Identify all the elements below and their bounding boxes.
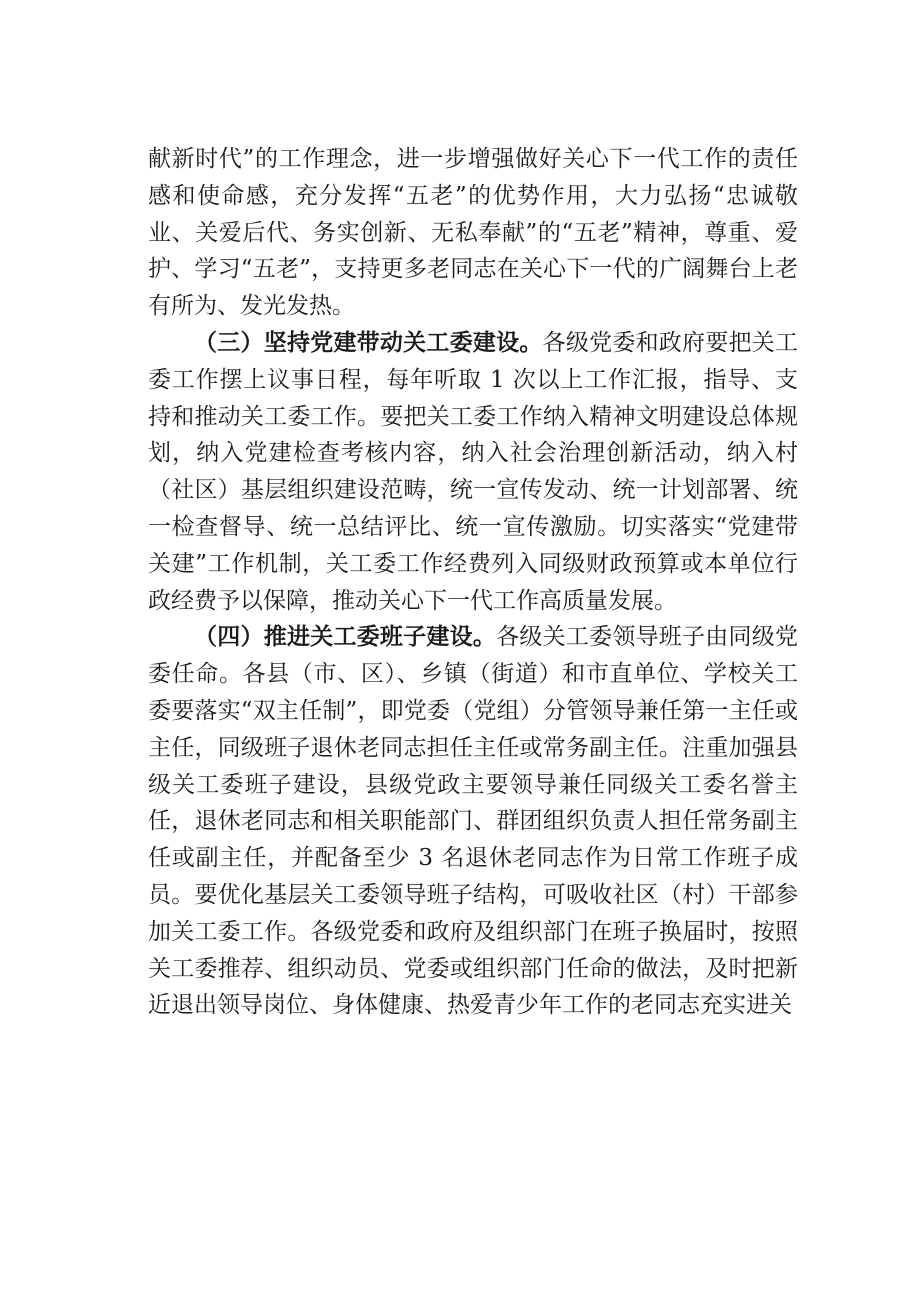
document-page	[148, 141, 798, 1024]
section-heading: （四）推进关工委班子建设。	[194, 623, 497, 651]
paragraph-continuation	[148, 141, 798, 325]
paragraph-text: 各级关工委领导班子由同级党委任命。各县（市、区）、乡镇（街道）和市直单位、学校关工委要落实“双主任制”，即党委（党组）分管领导兼任第一主任或主任，同级班子退休老同志担任主任或常务副主任。注重加强县级关工委班子建设，县级党政主要领导兼任同级关工委名誉主任，退休老同志和相关职能部门、群团组织负责人担任常务副主任或副主任，并配备至少 3 名退休老同志作为日常工作班子成员。要优化基层关工委领导班子结构，可吸收社区（村）干部参加关工委工作。各级党委和政府及组织部门在班子换届时，按照关工委推荐、组织动员、党委或组织部门任命的做法，及时把新近退出领导岗位、身体健康、热爱青少年工作的老同志充实进关	[148, 624, 799, 1019]
paragraph-text: 献新时代”的工作理念，进一步增强做好关心下一代工作的责任感和使命感，充分发挥“五老”的优势作用，大力弘扬“忠诚敬业、关爱后代、务实创新、无私奉献”的“五老”精神，尊重、爱护、学习“五老”，支持更多老同志在关心下一代的广阔舞台上老有所为、发光发热。	[148, 146, 798, 320]
paragraph-text: 各级党委和政府要把关工委工作摆上议事日程，每年听取 1 次以上工作汇报，指导、支持和推动关工委工作。要把关工委工作纳入精神文明建设总体规划，纳入党建检查考核内容，纳入社会治理创新活动，纳入村（社区）基层组织建设范畴，统一宣传发动、统一计划部署、统一检查督导、统一总结评比、统一宣传激励。切实落实“党建带关建”工作机制，关工委工作经费列入同级财政预算或本单位行政经费予以保障，推动关心下一代工作高质量发展。	[148, 329, 799, 614]
paragraph-section-three	[148, 325, 798, 619]
section-heading: （三）坚持党建带动关工委建设。	[194, 328, 543, 356]
paragraph-section-four	[148, 619, 798, 1024]
